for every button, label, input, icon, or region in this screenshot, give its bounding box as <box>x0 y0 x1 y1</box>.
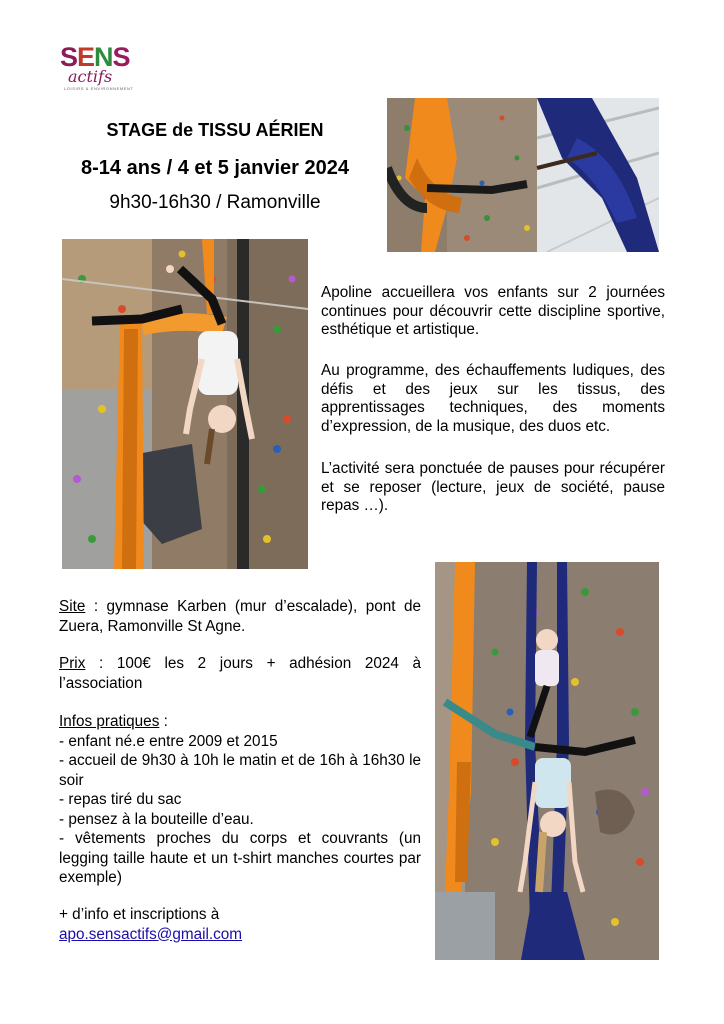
logo-actifs: actifs <box>68 67 113 86</box>
logo-letter: E <box>77 42 95 72</box>
list-item: - enfant né.e entre 2009 et 2015 <box>59 732 278 750</box>
logo-letter: N <box>94 42 113 72</box>
breaks-paragraph: L’activité sera ponctuée de pauses pour récupérer et se reposer (lecture, jeux de société, pause repas …). <box>321 460 665 514</box>
practical-info-heading <box>59 712 421 732</box>
practical-info <box>59 712 421 888</box>
practical-info-label: Infos pratiques <box>59 713 160 730</box>
list-item: - repas tiré du sac <box>59 791 182 808</box>
intro-paragraph: Apoline accueillera vos enfants sur 2 journées continues pour découvrir cette discipline sportive, esthétique et artistique. <box>321 284 665 338</box>
list-item: - accueil de 9h30 à 10h le matin et de 16h à 16h30 le soir <box>59 752 421 789</box>
contact-text: + d’info et inscriptions à <box>59 906 220 923</box>
site-text: : gymnase Karben (mur d’escalade), pont de Zuera, Ramonville St Agne. <box>59 598 421 635</box>
hours-and-location: 9h30-16h30 / Ramonville <box>109 192 321 213</box>
photo-two-children-navy-silks <box>435 562 659 960</box>
site-label: Site <box>59 598 86 615</box>
practical-info-suffix: : <box>159 713 168 730</box>
list-item: - pensez à la bouteille d’eau. <box>59 810 254 828</box>
photo-child-inverted-orange-silk <box>62 239 308 569</box>
logo-letter: S <box>112 42 130 72</box>
contact-email-link[interactable]: apo.sensactifs@gmail.com <box>59 925 243 943</box>
price-text: : 100€ les 2 jours + adhésion 2024 à l’association <box>59 655 421 692</box>
price-info <box>59 654 421 693</box>
list-item: - vêtements proches du corps et couvrants (un legging taille haute et un t-shirt manches courtes par exemple) <box>59 830 421 886</box>
contact-info <box>59 905 421 944</box>
site-info <box>59 597 421 636</box>
sens-actifs-logo <box>60 44 142 100</box>
logo-tagline: LOISIRS & ENVIRONNEMENT <box>64 86 134 91</box>
logo-letter: S <box>60 42 78 72</box>
photo-aerial-silks-ceiling <box>387 98 659 252</box>
age-and-dates: 8-14 ans / 4 et 5 janvier 2024 <box>81 157 349 179</box>
page-title: STAGE de TISSU AÉRIEN <box>106 120 324 140</box>
price-label: Prix <box>59 655 86 672</box>
program-paragraph: Au programme, des échauffements ludiques, des défis et des jeux sur les tissus, des apprentissages techniques, des moments d’expression, de la musique, des duos etc. <box>321 362 665 435</box>
